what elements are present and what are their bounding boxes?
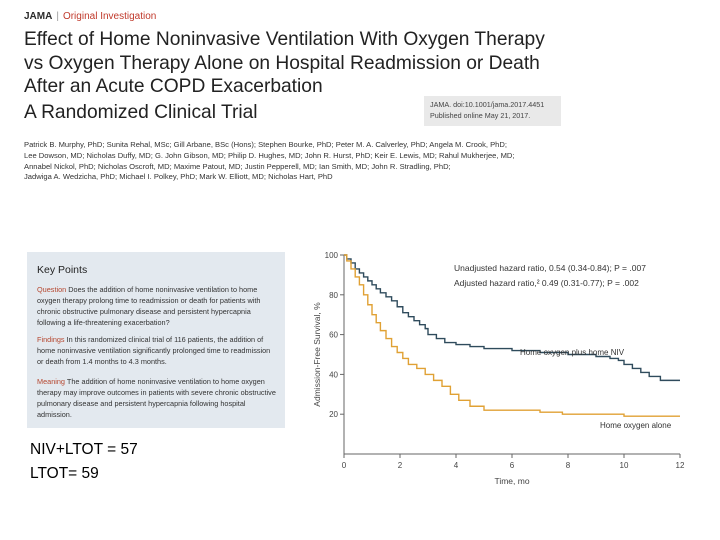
journal-name: JAMA	[24, 11, 53, 22]
chart-labels	[312, 263, 672, 486]
x-tick-label: 0	[341, 461, 347, 470]
y-tick-label: 60	[329, 330, 338, 340]
ltot-count: LTOT= 59	[30, 465, 99, 482]
question-text: Does the addition of home noninvasive ventilation to home oxygen therapy prolong time to readmission or death for patients with chronic obstructive pulmonary disease and persistent hypercapnia following a life-threatening exacerbation?	[37, 285, 261, 327]
y-tick-label: 80	[329, 290, 338, 300]
author-line: Annabel Nickol, PhD; Nicholas Oscroft, MD; Maxime Patout, MD; Justin Pepperell, MD; Ian Smith, MD; John R. Stradling, PhD;	[24, 161, 451, 171]
journal-header	[24, 11, 156, 22]
x-tick-label: 6	[509, 461, 515, 470]
x-tick-label: 4	[453, 461, 459, 470]
citation-box	[424, 96, 561, 126]
y-tick-label: 40	[329, 370, 338, 380]
title-line-2: vs Oxygen Therapy Alone on Hospital Readmission or Death	[24, 52, 540, 74]
y-tick-label: 20	[329, 410, 338, 420]
key-point-question	[37, 284, 277, 328]
series-label-oxygen: Home oxygen alone	[600, 421, 672, 430]
title-line-3: After an Acute COPD Exacerbation	[24, 76, 323, 97]
article-subtitle: A Randomized Clinical Trial	[24, 102, 258, 123]
x-tick-label: 10	[619, 461, 629, 470]
question-label: Question	[37, 285, 67, 294]
niv-ltot-count: NIV+LTOT = 57	[30, 441, 138, 458]
article-type: Original Investigation	[62, 11, 157, 22]
km-chart	[300, 240, 700, 495]
author-line: Lee Dowson, MD; Nicholas Duffy, MD; G. John Gibson, MD; Philip D. Hughes, MD; John R. Hurst, PhD; Keir E. Lewis, MD; Rahul Mukherjee, MD;	[24, 150, 515, 160]
meaning-label: Meaning	[37, 377, 65, 386]
findings-label: Findings	[37, 335, 65, 344]
unadjusted-hr-annotation: Unadjusted hazard ratio, 0.54 (0.34-0.84); P = .007	[454, 263, 646, 273]
article-title	[24, 28, 584, 99]
key-point-meaning	[37, 376, 277, 420]
author-list	[24, 140, 534, 183]
findings-text: In this randomized clinical trial of 116 patients, the addition of home noninvasive ventilation significantly prolonged time to readmission or death from 1.4 months to 4.3 months.	[37, 335, 271, 366]
citation-doi: JAMA. doi:10.1001/jama.2017.4451	[430, 100, 545, 109]
x-axis-label: Time, mo	[494, 476, 530, 486]
x-tick-label: 8	[565, 461, 571, 470]
header-separator: |	[56, 11, 59, 22]
niv-series-line	[344, 255, 680, 380]
x-tick-label: 2	[397, 461, 403, 470]
adjusted-hr-annotation: Adjusted hazard ratio,² 0.49 (0.31-0.77); P = .002	[454, 278, 639, 288]
y-tick-label: 100	[324, 251, 338, 260]
author-line: Patrick B. Murphy, PhD; Sunita Rehal, MSc; Gill Arbane, BSc (Hons); Stephen Bourke, PhD; Peter M. A. Calverley, PhD; Angela M. Crook, PhD;	[24, 140, 507, 149]
y-axis-label: Admission-Free Survival, %	[312, 302, 322, 407]
citation-published: Published online May 21, 2017.	[430, 111, 531, 120]
series-label-niv: Home oxygen plus home NIV	[520, 348, 625, 357]
title-line-1: Effect of Home Noninvasive Ventilation With Oxygen Therapy	[24, 29, 545, 50]
key-point-findings	[37, 334, 277, 367]
meaning-text: The addition of home noninvasive ventilation to home oxygen therapy may improve outcomes in patients with severe chronic obstructive pulmonary disease and persistent hypercapnia following hospital admission.	[37, 377, 276, 419]
key-points-heading: Key Points	[37, 264, 88, 276]
x-tick-label: 12	[675, 461, 685, 470]
author-line: Jadwiga A. Wedzicha, PhD; Michael I. Polkey, PhD; Mark W. Elliott, MD; Nicholas Hart, PhD	[24, 172, 333, 182]
